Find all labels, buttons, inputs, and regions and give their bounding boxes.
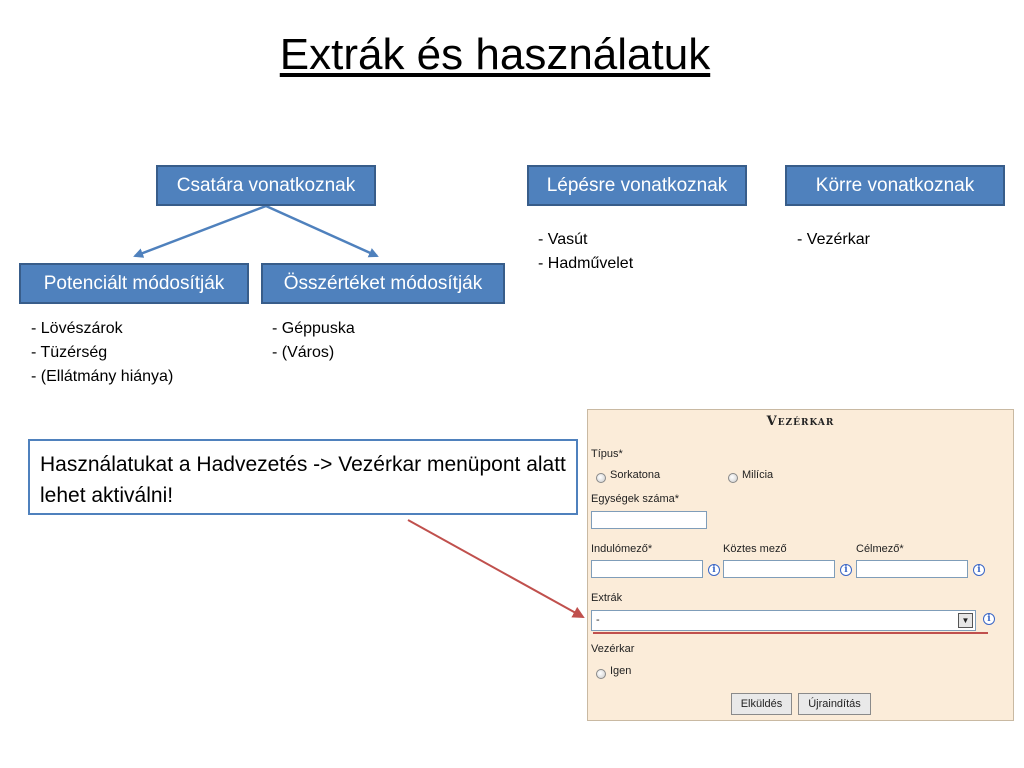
tipus-label: Típus*: [591, 448, 623, 460]
info-icon[interactable]: i: [973, 564, 985, 576]
box-csatara: Csatára vonatkoznak: [156, 165, 376, 206]
chevron-down-icon[interactable]: ▼: [958, 613, 973, 628]
arrow-to-osszertek: [266, 206, 377, 256]
box-osszertek: Összértéket módosítják: [261, 263, 505, 304]
indulo-label: Indulómező*: [591, 543, 653, 555]
egysegek-label: Egységek száma*: [591, 493, 680, 505]
box-potencial: Potenciált módosítják: [19, 263, 249, 304]
highlight-underline: [593, 632, 988, 634]
list-item: - Lövészárok: [31, 320, 123, 337]
box-lepesre: Lépésre vonatkoznak: [527, 165, 747, 206]
radio-milicia[interactable]: [728, 473, 738, 483]
reset-button[interactable]: Újraindítás: [798, 693, 871, 715]
cel-input[interactable]: [856, 560, 968, 578]
list-item: - Géppuska: [272, 320, 355, 337]
list-osszertek: [272, 317, 355, 365]
arrow-to-potencial: [135, 206, 266, 256]
koztes-input[interactable]: [723, 560, 835, 578]
list-item: - Vasút: [538, 231, 588, 248]
list-korre: [797, 228, 870, 252]
form-title: Vezérkar: [766, 414, 835, 429]
info-icon[interactable]: i: [840, 564, 852, 576]
radio-sorkatona-label: Sorkatona: [610, 469, 661, 481]
radio-milicia-label: Milícia: [742, 469, 774, 481]
extrak-select[interactable]: [591, 610, 976, 631]
radio-igen[interactable]: [596, 669, 606, 679]
info-icon[interactable]: i: [983, 613, 995, 625]
list-item: - Vezérkar: [797, 231, 870, 248]
list-lepesre: [538, 228, 633, 276]
submit-button[interactable]: Elküldés: [731, 693, 792, 715]
info-icon[interactable]: i: [708, 564, 720, 576]
vezerkar-label: Vezérkar: [591, 643, 635, 655]
red-pointer-arrow: [408, 520, 583, 617]
extrak-label: Extrák: [591, 592, 623, 604]
egysegek-input[interactable]: [591, 511, 707, 529]
list-item: - (Város): [272, 344, 335, 361]
callout-box: Használatukat a Hadvezetés -> Vezérkar menüpont alatt lehet aktiválni!: [28, 439, 578, 515]
box-korre: Körre vonatkoznak: [785, 165, 1005, 206]
radio-igen-label: Igen: [610, 665, 632, 677]
radio-sorkatona[interactable]: [596, 473, 606, 483]
page-title: Extrák és használatuk: [279, 30, 711, 79]
koztes-label: Köztes mező: [723, 543, 787, 555]
extrak-select-value: -: [596, 614, 600, 626]
cel-label: Célmező*: [856, 543, 904, 555]
vezerkar-form: [587, 409, 1014, 721]
indulo-input[interactable]: [591, 560, 703, 578]
list-item: - Tüzérség: [31, 344, 108, 361]
list-potencial: [31, 317, 173, 389]
list-item: - (Ellátmány hiánya): [31, 368, 174, 385]
list-item: - Hadművelet: [538, 255, 634, 272]
